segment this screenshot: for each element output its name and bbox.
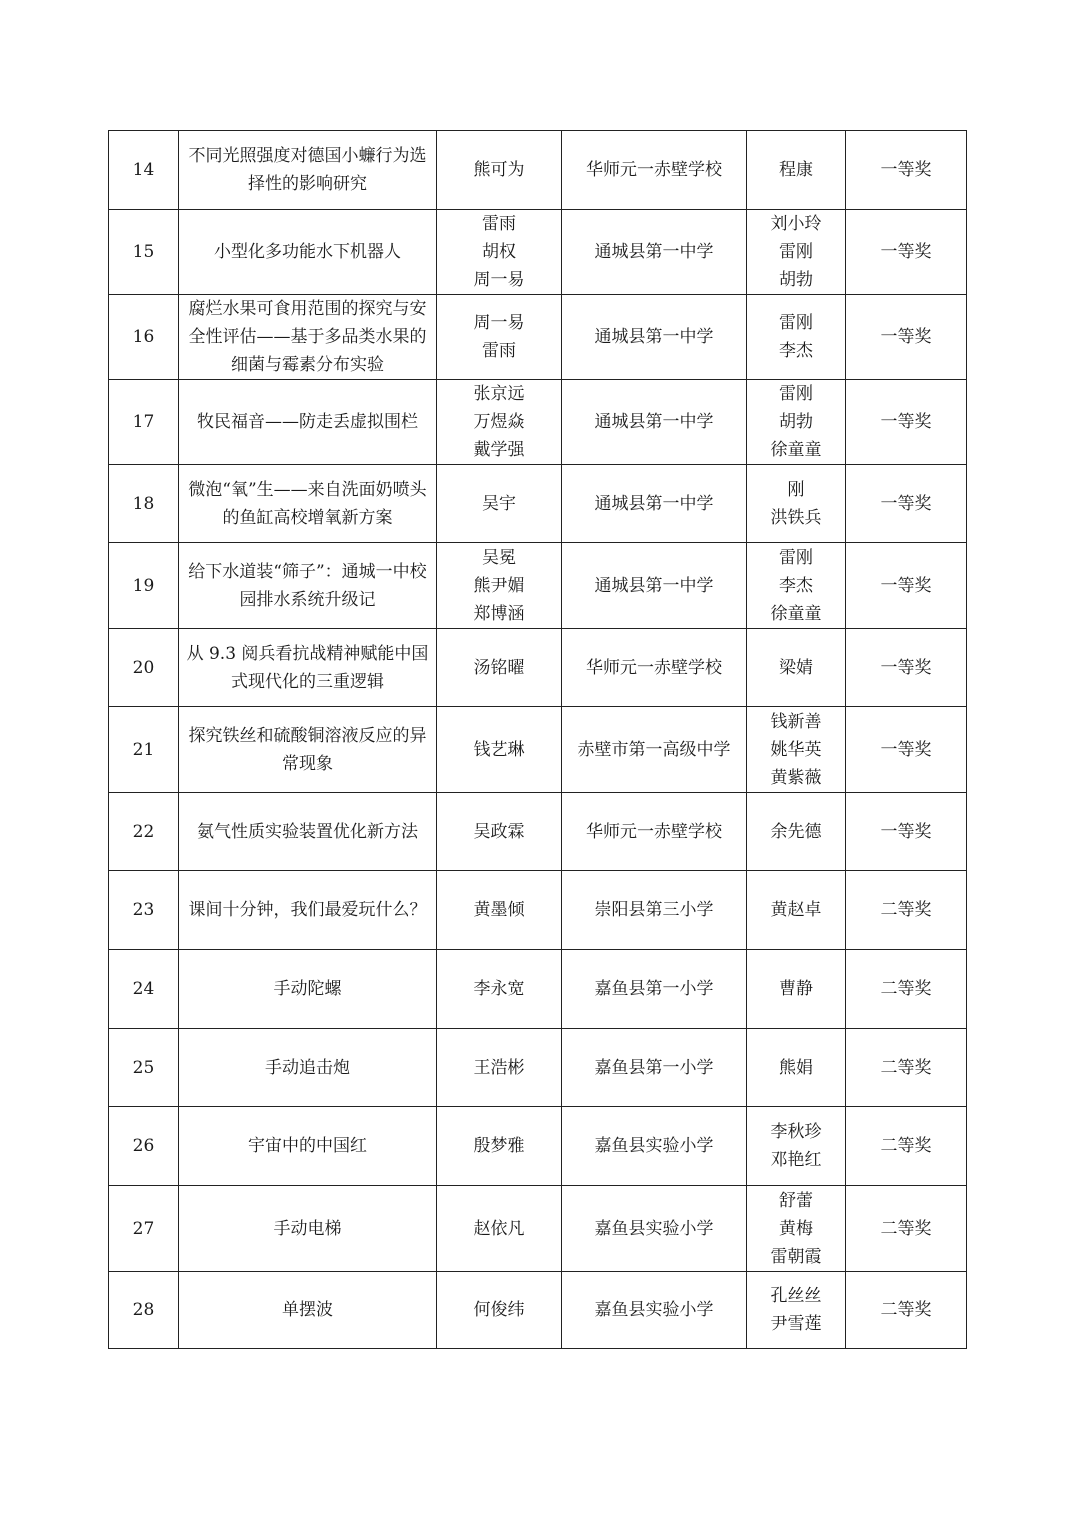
teacher-names	[747, 465, 846, 543]
award-level: 一等奖	[846, 465, 967, 543]
award-level: 二等奖	[846, 1272, 967, 1349]
award-level: 一等奖	[846, 707, 967, 793]
teacher-name: 雷刚	[779, 547, 813, 568]
school-name: 通城县第一中学	[562, 465, 747, 543]
table-row	[109, 1186, 967, 1272]
award-level: 二等奖	[846, 1029, 967, 1107]
teacher-names	[747, 380, 846, 465]
project-title: 给下水道装“筛子”：通城一中校园排水系统升级记	[179, 543, 437, 629]
student-name: 何俊纬	[473, 1300, 525, 1320]
project-title: 小型化多功能水下机器人	[179, 210, 437, 295]
teacher-names	[747, 950, 846, 1029]
teacher-names	[747, 707, 846, 793]
teacher-name: 洪铁兵	[770, 507, 822, 528]
project-title: 氨气性质实验装置优化新方法	[179, 793, 437, 871]
student-name: 熊可为	[473, 160, 525, 180]
teacher-name: 黄紫薇	[770, 767, 822, 788]
row-number: 19	[109, 543, 179, 629]
row-number: 16	[109, 295, 179, 380]
student-name: 汤铭曜	[473, 657, 525, 678]
teacher-name: 李秋珍	[770, 1122, 822, 1142]
award-level: 二等奖	[846, 950, 967, 1029]
project-title: 从 9.3 阅兵看抗战精神赋能中国式现代化的三重逻辑	[179, 629, 437, 707]
row-number: 23	[109, 871, 179, 950]
table-row	[109, 793, 967, 871]
table-row	[109, 295, 967, 380]
teacher-name: 胡勃	[779, 270, 813, 290]
row-number: 26	[109, 1107, 179, 1186]
teacher-name: 雷刚	[779, 384, 813, 404]
project-title: 牧民福音——防走丢虚拟围栏	[179, 380, 437, 465]
school-name: 嘉鱼县实验小学	[562, 1107, 747, 1186]
award-level: 一等奖	[846, 793, 967, 871]
row-number: 14	[109, 131, 179, 210]
row-number: 27	[109, 1186, 179, 1272]
teacher-name: 程康	[779, 160, 813, 180]
student-name: 黄墨倾	[473, 900, 525, 920]
school-name: 华师元一赤壁学校	[562, 793, 747, 871]
row-number: 20	[109, 629, 179, 707]
school-name: 嘉鱼县实验小学	[562, 1186, 747, 1272]
student-name: 胡权	[482, 242, 516, 262]
student-name: 李永宽	[473, 979, 525, 999]
student-names	[437, 1272, 562, 1349]
student-name: 吴宇	[482, 493, 516, 514]
row-number: 24	[109, 950, 179, 1029]
student-names	[437, 871, 562, 950]
awards-table-body	[109, 131, 967, 1349]
table-row	[109, 1029, 967, 1107]
teacher-name: 徐童童	[770, 603, 822, 624]
project-title: 单摆波	[179, 1272, 437, 1349]
awards-table	[108, 130, 967, 1349]
teacher-names	[747, 295, 846, 380]
student-name: 雷雨	[482, 214, 516, 234]
row-number: 21	[109, 707, 179, 793]
table-row	[109, 210, 967, 295]
row-number: 28	[109, 1272, 179, 1349]
teacher-names	[747, 1107, 846, 1186]
student-name: 周一易	[473, 270, 525, 290]
teacher-name: 姚华英	[770, 739, 822, 760]
school-name: 赤壁市第一高级中学	[562, 707, 747, 793]
award-level: 一等奖	[846, 543, 967, 629]
award-level: 二等奖	[846, 1186, 967, 1272]
table-row	[109, 380, 967, 465]
student-name: 吴政霖	[473, 821, 525, 842]
school-name: 嘉鱼县第一小学	[562, 950, 747, 1029]
student-name: 戴学强	[473, 440, 525, 460]
teacher-names	[747, 1186, 846, 1272]
teacher-name: 李杰	[779, 341, 813, 361]
school-name: 华师元一赤壁学校	[562, 131, 747, 210]
student-names	[437, 543, 562, 629]
award-level: 一等奖	[846, 380, 967, 465]
teacher-name: 邓艳红	[770, 1150, 822, 1170]
project-title: 课间十分钟，我们最爱玩什么？	[179, 871, 437, 950]
row-number: 15	[109, 210, 179, 295]
teacher-name: 黄梅	[779, 1218, 813, 1239]
award-level: 一等奖	[846, 295, 967, 380]
teacher-name: 李杰	[779, 575, 813, 596]
student-name: 熊尹媚	[473, 575, 525, 596]
teacher-names	[747, 793, 846, 871]
teacher-name: 刚	[787, 479, 805, 500]
student-name: 殷梦雅	[473, 1136, 525, 1156]
school-name: 通城县第一中学	[562, 543, 747, 629]
table-row	[109, 465, 967, 543]
student-names	[437, 793, 562, 871]
student-names	[437, 131, 562, 210]
student-name: 郑博涵	[473, 603, 525, 624]
student-name: 钱艺琳	[473, 739, 525, 760]
award-level: 一等奖	[846, 210, 967, 295]
teacher-name: 雷刚	[779, 242, 813, 262]
project-title: 腐烂水果可食用范围的探究与安全性评估——基于多品类水果的细菌与霉素分布实验	[179, 295, 437, 380]
table-row	[109, 950, 967, 1029]
student-names	[437, 1029, 562, 1107]
student-name: 万煜焱	[473, 412, 525, 432]
project-title: 不同光照强度对德国小蠊行为选择性的影响研究	[179, 131, 437, 210]
teacher-names	[747, 1272, 846, 1349]
teacher-name: 胡勃	[779, 412, 813, 432]
school-name: 通城县第一中学	[562, 380, 747, 465]
school-name: 嘉鱼县实验小学	[562, 1272, 747, 1349]
student-name: 王浩彬	[473, 1057, 525, 1078]
project-title: 宇宙中的中国红	[179, 1107, 437, 1186]
teacher-name: 余先德	[770, 821, 822, 842]
student-names	[437, 629, 562, 707]
award-level: 一等奖	[846, 629, 967, 707]
student-name: 雷雨	[482, 341, 516, 361]
teacher-name: 舒蕾	[779, 1190, 813, 1211]
student-names	[437, 295, 562, 380]
teacher-name: 尹雪莲	[770, 1314, 822, 1334]
row-number: 18	[109, 465, 179, 543]
teacher-names	[747, 131, 846, 210]
row-number: 25	[109, 1029, 179, 1107]
teacher-names	[747, 1029, 846, 1107]
table-row	[109, 1272, 967, 1349]
student-name: 周一易	[473, 313, 525, 333]
student-names	[437, 210, 562, 295]
school-name: 嘉鱼县第一小学	[562, 1029, 747, 1107]
table-row	[109, 131, 967, 210]
table-row	[109, 629, 967, 707]
student-names	[437, 380, 562, 465]
school-name: 崇阳县第三小学	[562, 871, 747, 950]
student-names	[437, 1186, 562, 1272]
school-name: 通城县第一中学	[562, 295, 747, 380]
teacher-name: 黄赵卓	[770, 900, 822, 920]
row-number: 22	[109, 793, 179, 871]
student-name: 赵依凡	[473, 1218, 525, 1239]
teacher-names	[747, 629, 846, 707]
award-level: 二等奖	[846, 871, 967, 950]
table-row	[109, 707, 967, 793]
teacher-name: 梁婧	[779, 657, 813, 678]
teacher-name: 钱新善	[770, 711, 822, 732]
student-names	[437, 465, 562, 543]
award-level: 二等奖	[846, 1107, 967, 1186]
student-name: 吴冕	[482, 547, 516, 568]
student-names	[437, 950, 562, 1029]
teacher-name: 雷朝霞	[770, 1246, 822, 1267]
project-title: 手动陀螺	[179, 950, 437, 1029]
project-title: 探究铁丝和硫酸铜溶液反应的异常现象	[179, 707, 437, 793]
row-number: 17	[109, 380, 179, 465]
teacher-name: 孔丝丝	[770, 1286, 822, 1306]
project-title: 手动电梯	[179, 1186, 437, 1272]
table-row	[109, 871, 967, 950]
student-names	[437, 707, 562, 793]
school-name: 华师元一赤壁学校	[562, 629, 747, 707]
teacher-names	[747, 543, 846, 629]
teacher-name: 雷刚	[779, 313, 813, 333]
teacher-name: 熊娟	[779, 1057, 813, 1078]
award-level: 一等奖	[846, 131, 967, 210]
teacher-name: 刘小玲	[770, 214, 822, 234]
school-name: 通城县第一中学	[562, 210, 747, 295]
student-name: 张京远	[473, 384, 525, 404]
student-names	[437, 1107, 562, 1186]
teacher-name: 曹静	[779, 979, 813, 999]
teacher-name: 徐童童	[770, 440, 822, 460]
project-title: 微泡“氧”生——来自洗面奶喷头的鱼缸高校增氧新方案	[179, 465, 437, 543]
teacher-names	[747, 871, 846, 950]
project-title: 手动追击炮	[179, 1029, 437, 1107]
teacher-names	[747, 210, 846, 295]
table-row	[109, 543, 967, 629]
table-row	[109, 1107, 967, 1186]
